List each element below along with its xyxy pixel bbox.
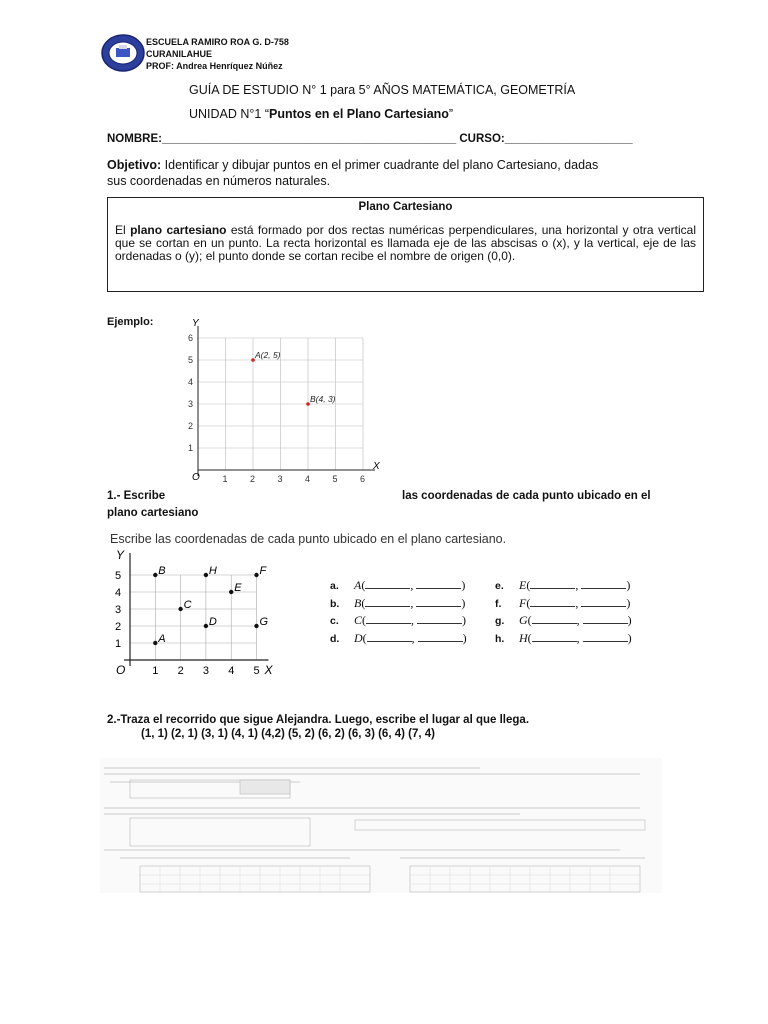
answer-letter: g. <box>495 615 505 627</box>
answer-letter: e. <box>495 580 504 592</box>
teacher-name: PROF: Andrea Henríquez Núñez <box>146 61 283 71</box>
origin-label: O <box>192 472 200 483</box>
x-axis-label: X <box>264 663 273 677</box>
x-tick-label: 1 <box>152 665 159 677</box>
point-g <box>254 624 258 628</box>
y-tick-label: 1 <box>188 443 194 453</box>
objective-text-2: sus coordenadas en números naturales. <box>107 174 331 188</box>
y-axis-label: Y <box>192 318 199 329</box>
y-coordinate-blank[interactable] <box>581 596 626 607</box>
answer-list <box>330 578 660 648</box>
answer-point-name: A <box>354 578 362 592</box>
unit-name: Puntos en el Plano Cartesiano <box>269 107 449 121</box>
school-city: CURANILAHUE <box>146 49 212 59</box>
point-f <box>254 573 258 577</box>
unit-prefix: UNIDAD N°1 “ <box>189 107 270 121</box>
point-e <box>229 590 233 594</box>
school-header <box>146 36 289 72</box>
answer-letter: a. <box>330 580 339 592</box>
answer-point-name: F <box>519 595 527 610</box>
origin-label: O <box>116 663 126 677</box>
x-tick-label: 2 <box>177 665 184 677</box>
point-label: H <box>208 565 217 577</box>
point-label: G <box>259 616 269 628</box>
x-coordinate-blank[interactable] <box>365 596 410 607</box>
x-tick-label: 1 <box>222 474 228 484</box>
answer-point-name: E <box>519 578 527 592</box>
answer-point-name: G <box>519 613 528 627</box>
x-coordinate-blank[interactable] <box>365 578 410 589</box>
y-tick-label: 2 <box>188 421 194 431</box>
exercise1-right: las coordenadas de cada punto ubicado en el <box>402 490 651 502</box>
x-tick-label: 4 <box>305 474 311 484</box>
unit-title <box>189 107 453 121</box>
name-field[interactable] <box>107 133 633 145</box>
x-tick-label: 3 <box>202 665 210 677</box>
worksheet-preview-image <box>100 758 662 893</box>
definition-title: Plano Cartesiano <box>358 201 453 213</box>
point-a <box>153 641 157 645</box>
x-tick-label: 6 <box>360 474 366 484</box>
curso-label: CURSO:____________________ <box>459 133 633 145</box>
x-coordinate-blank[interactable] <box>532 613 577 624</box>
point-label: A(2, 5) <box>255 350 281 360</box>
answer-point-name: C <box>354 613 363 627</box>
answer-item-g[interactable]: g. G( , ) <box>495 613 632 627</box>
unit-suffix: ” <box>448 107 454 121</box>
point-label: F <box>259 565 267 577</box>
point-label: E <box>234 582 242 594</box>
exercise1-line2: plano cartesiano <box>107 507 199 519</box>
x-axis-label: X <box>373 461 380 472</box>
x-coordinate-blank[interactable] <box>532 631 577 642</box>
answer-letter: c. <box>330 615 339 627</box>
exercise1-left: 1.- Escribe <box>107 490 166 502</box>
objective <box>107 157 598 189</box>
x-tick-label: 5 <box>253 665 260 677</box>
y-tick-label: 4 <box>115 587 122 599</box>
x-coordinate-blank[interactable] <box>530 578 575 589</box>
definition-body <box>115 224 696 264</box>
school-name: ESCUELA RAMIRO ROA G. D-758 <box>146 37 289 47</box>
point-label: B(4, 3) <box>310 394 336 404</box>
y-coordinate-blank[interactable] <box>416 596 461 607</box>
guide-title: GUÍA DE ESTUDIO N° 1 para 5° AÑOS MATEMÁTICA, GEOMETRÍA <box>189 83 576 97</box>
point-label: C <box>183 599 192 611</box>
x-tick-label: 3 <box>277 474 283 484</box>
y-coordinate-blank[interactable] <box>583 631 628 642</box>
y-coordinate-blank[interactable] <box>418 631 463 642</box>
point-b <box>153 573 157 577</box>
answer-item-h[interactable]: h. H( , ) <box>495 630 632 645</box>
y-tick-label: 3 <box>188 399 194 409</box>
nombre-label: NOMBRE:______________________________________________ <box>107 133 457 145</box>
y-tick-label: 5 <box>115 570 122 582</box>
y-coordinate-blank[interactable] <box>581 578 626 589</box>
y-tick-label: 1 <box>115 638 122 650</box>
answer-letter: h. <box>495 632 505 645</box>
x-tick-label: 4 <box>228 665 235 677</box>
x-tick-label: 2 <box>250 474 256 484</box>
point-h <box>204 573 208 577</box>
y-tick-label: 5 <box>188 355 194 365</box>
objective-text: Identificar y dibujar puntos en el primer cuadrante del plano Cartesiano, dadas <box>161 158 599 172</box>
school-logo <box>100 33 146 73</box>
y-coordinate-blank[interactable] <box>416 578 461 589</box>
definition-pre: El <box>115 223 131 237</box>
x-coordinate-blank[interactable] <box>530 596 575 607</box>
exercise1-chart <box>105 547 305 677</box>
y-tick-label: 3 <box>115 604 122 616</box>
answer-point-name: H <box>519 630 528 645</box>
definition-text: está formado por dos rectas numéricas perpendiculares, una horizontal y otra vertical que se cortan en un punto. La recta horizontal es llamada eje de las abscisas o (x), y la vertical, eje de las ordenadas o (y); el punto donde se cortan recibe el nombre de origen (0,0). <box>115 223 696 264</box>
x-tick-label: 5 <box>332 474 338 484</box>
x-coordinate-blank[interactable] <box>367 631 412 642</box>
point-c <box>178 607 182 611</box>
point-d <box>204 624 208 628</box>
exercise1-image-title: Escribe las coordenadas de cada punto ubicado en el plano cartesiano. <box>110 532 507 546</box>
example-label: Ejemplo: <box>107 316 154 328</box>
answer-item-d[interactable]: d. D( , ) <box>330 630 467 645</box>
answer-item-e[interactable]: e. E( , ) <box>495 578 631 592</box>
answer-letter: d. <box>330 632 340 645</box>
answer-letter: f. <box>495 597 502 610</box>
y-tick-label: 4 <box>188 377 194 387</box>
answer-item-b[interactable]: b. B( , ) <box>330 595 466 610</box>
point-label: A <box>158 633 166 645</box>
objective-label: Objetivo: <box>107 158 162 172</box>
y-tick-label: 2 <box>115 621 122 633</box>
answer-item-f[interactable]: f. F( , ) <box>495 595 631 610</box>
answer-item-c[interactable]: c. C( , ) <box>330 613 467 627</box>
y-coordinate-blank[interactable] <box>583 613 628 624</box>
point-label: D <box>208 616 217 628</box>
point-label: B <box>158 565 166 577</box>
answer-letter: b. <box>330 597 340 610</box>
definition-term: plano cartesiano <box>130 223 227 237</box>
y-axis-label: Y <box>116 548 125 562</box>
answer-item-a[interactable]: a. A( , ) <box>330 578 466 592</box>
exercise2-title: 2.-Traza el recorrido que sigue Alejandra. Luego, escribe el lugar al que llega. <box>107 714 530 726</box>
exercise2-sequence: (1, 1) (2, 1) (3, 1) (4, 1) (4,2) (5, 2) (6, 2) (6, 3) (6, 4) (7, 4) <box>141 728 435 740</box>
answer-point-name: D <box>354 630 363 645</box>
x-coordinate-blank[interactable] <box>366 613 411 624</box>
definition-box <box>107 197 704 292</box>
example-chart <box>180 318 395 488</box>
y-tick-label: 6 <box>188 333 194 343</box>
answer-point-name: B <box>354 595 362 610</box>
y-coordinate-blank[interactable] <box>417 613 462 624</box>
